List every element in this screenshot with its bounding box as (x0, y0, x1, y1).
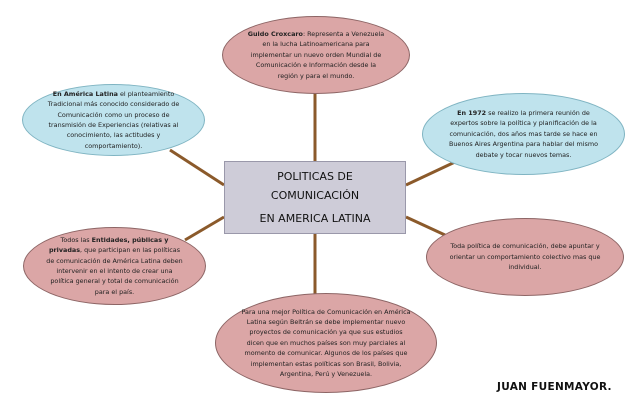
node-bottom (215, 293, 437, 393)
node-top-left-text: el planteamiento Tradicional más conocido considerado de Comunicación como un proceso de transmisión de Experiencias (relativas al conocimiento, las actitudes y comportamiento). (47, 89, 180, 150)
node-top-text: : Representa a Venezuela en la lucha Latinoamericana para implementar un nuevo orden Mundial de Comunicación e Información desde la región y para el mundo. (250, 29, 385, 80)
connector-bottom-left (185, 217, 224, 240)
central-topic-line3: EN AMERICA LATINA (259, 212, 371, 225)
node-top-right (422, 93, 625, 175)
node-top-right-text: se realizo la primera reunión de expertos sobre la política y planificación de la comunicación, dos años mas tarde se hace en Buenos Aires Argentina para hablar del mismo debate y tocar nuevos temas. (449, 108, 598, 159)
node-bottom-right-text: Toda política de comunicación, debe apuntar y orientar un comportamiento colectivo mas que individual. (449, 242, 601, 272)
node-bottom-left-bold: Entidades, públicas y privadas (48, 235, 169, 255)
connector-bottom-right (406, 217, 445, 235)
node-top-left (22, 84, 205, 156)
author-name: JUAN FUENMAYOR. (497, 381, 612, 393)
node-bottom-text: Para una mejor Política de Comunicación en América Latina según Beltrán se debe implementar nuevo proyectos de comunicación ya que sus estudios dicen que en muchos países son muy parciales al momento de comunicar. Algunos de los países que implementan estas políticas son Brasil, Bolivia, Argentina, Perú y Venezuela. (241, 307, 411, 379)
central-topic-line1: POLITICAS DE (277, 170, 353, 183)
central-topic (224, 161, 406, 234)
node-bottom-left-text: , que participan en las políticas de comunicación de América Latina deben intervenir en el intento de crear una política general y total de comunicación para el país. (46, 246, 183, 296)
node-top-right-bold: En 1972 (457, 108, 487, 117)
node-top (222, 16, 410, 94)
node-top-left-bold: En América Latina (52, 89, 118, 98)
connector-top-left (170, 150, 224, 185)
node-bottom-left (23, 227, 206, 305)
connector-top-right (406, 162, 455, 185)
central-topic-line2: COMUNICACIÓN (270, 189, 360, 202)
node-top-bold: Guido Croxcaro (247, 29, 303, 38)
node-bottom-right (426, 218, 624, 296)
node-bottom-left-prefix: Todos las (60, 235, 92, 244)
